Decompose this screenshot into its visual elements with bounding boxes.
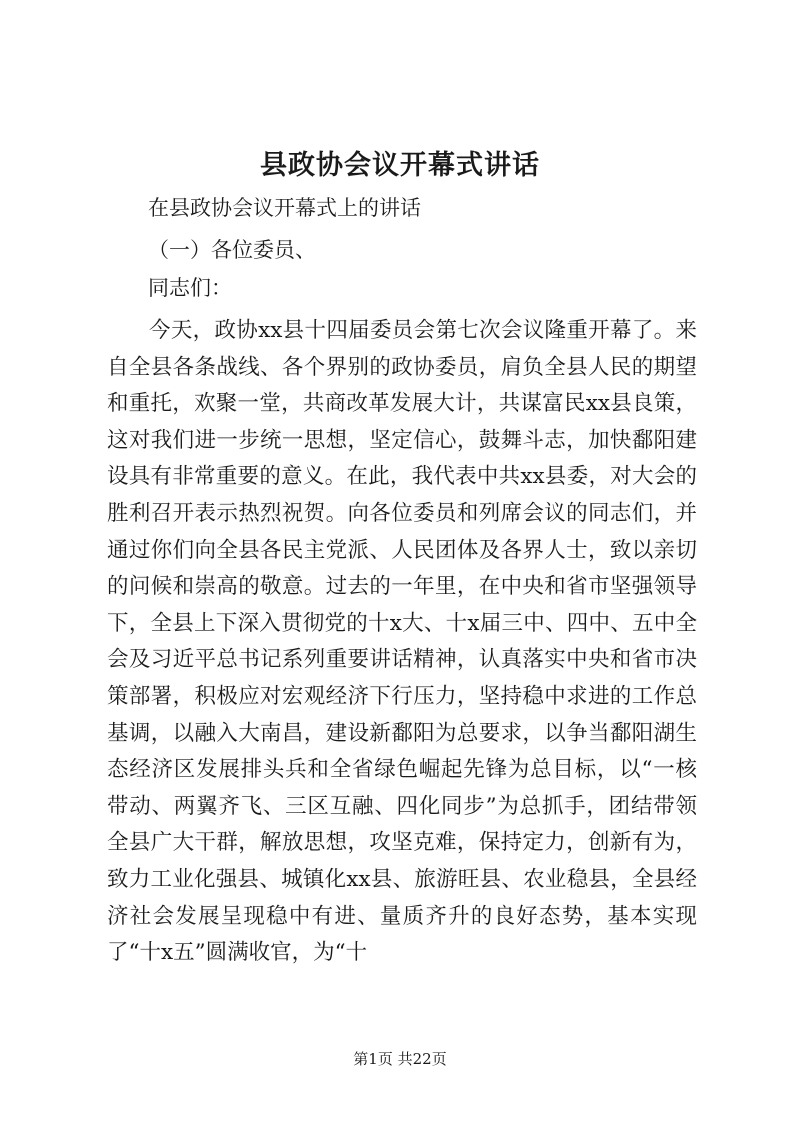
section-heading: （一）各位委员、 bbox=[148, 238, 316, 262]
document-subtitle: 在县政协会议开幕式上的讲话 bbox=[148, 196, 421, 220]
salutation: 同志们： bbox=[148, 276, 232, 300]
body-paragraph: 今天，政协xx县十四届委员会第七次会议隆重开幕了。来自全县各条战线、各个界别的政协委员，肩负全县人民的期望和重托，欢聚一堂，共商改革发展大计，共谋富民xx县良策，这对我们进一步统一思想，坚定信心，鼓舞斗志，加快鄱阳建设具有非常重要的意义。在此，我代表中共xx县委，对大会的胜利召开表示热烈祝贺。向各位委员和列席会议的同志们，并通过你们向全县各民主党派、人民团体及各界人士，致以亲切的问候和崇高的敬意。过去的一年里，在中央和省市坚强领导下，全县上下深入贯彻党的十x大、十x届三中、四中、五中全会及习近平总书记系列重要讲话精神，认真落实中央和省市决策部署，积极应对宏观经济下行压力，坚持稳中求进的工作总基调，以融入大南昌，建设新鄱阳为总要求，以争当鄱阳湖生态经济区发展排头兵和全省绿色崛起先锋为总目标，以“一核带动、两翼齐飞、三区互融、四化同步”为总抓手，团结带领全县广大干群，解放思想，攻坚克难，保持定力，创新有为，致力工业化强县、城镇化xx县、旅游旺县、农业稳县，全县经济社会发展呈现稳中有进、量质齐升的良好态势，基本实现了“十x五”圆满收官，为“十 bbox=[107, 318, 697, 966]
page-indicator: 第1页 共22页 bbox=[353, 1050, 447, 1068]
document-title: 县政协会议开幕式讲话 bbox=[260, 150, 540, 181]
